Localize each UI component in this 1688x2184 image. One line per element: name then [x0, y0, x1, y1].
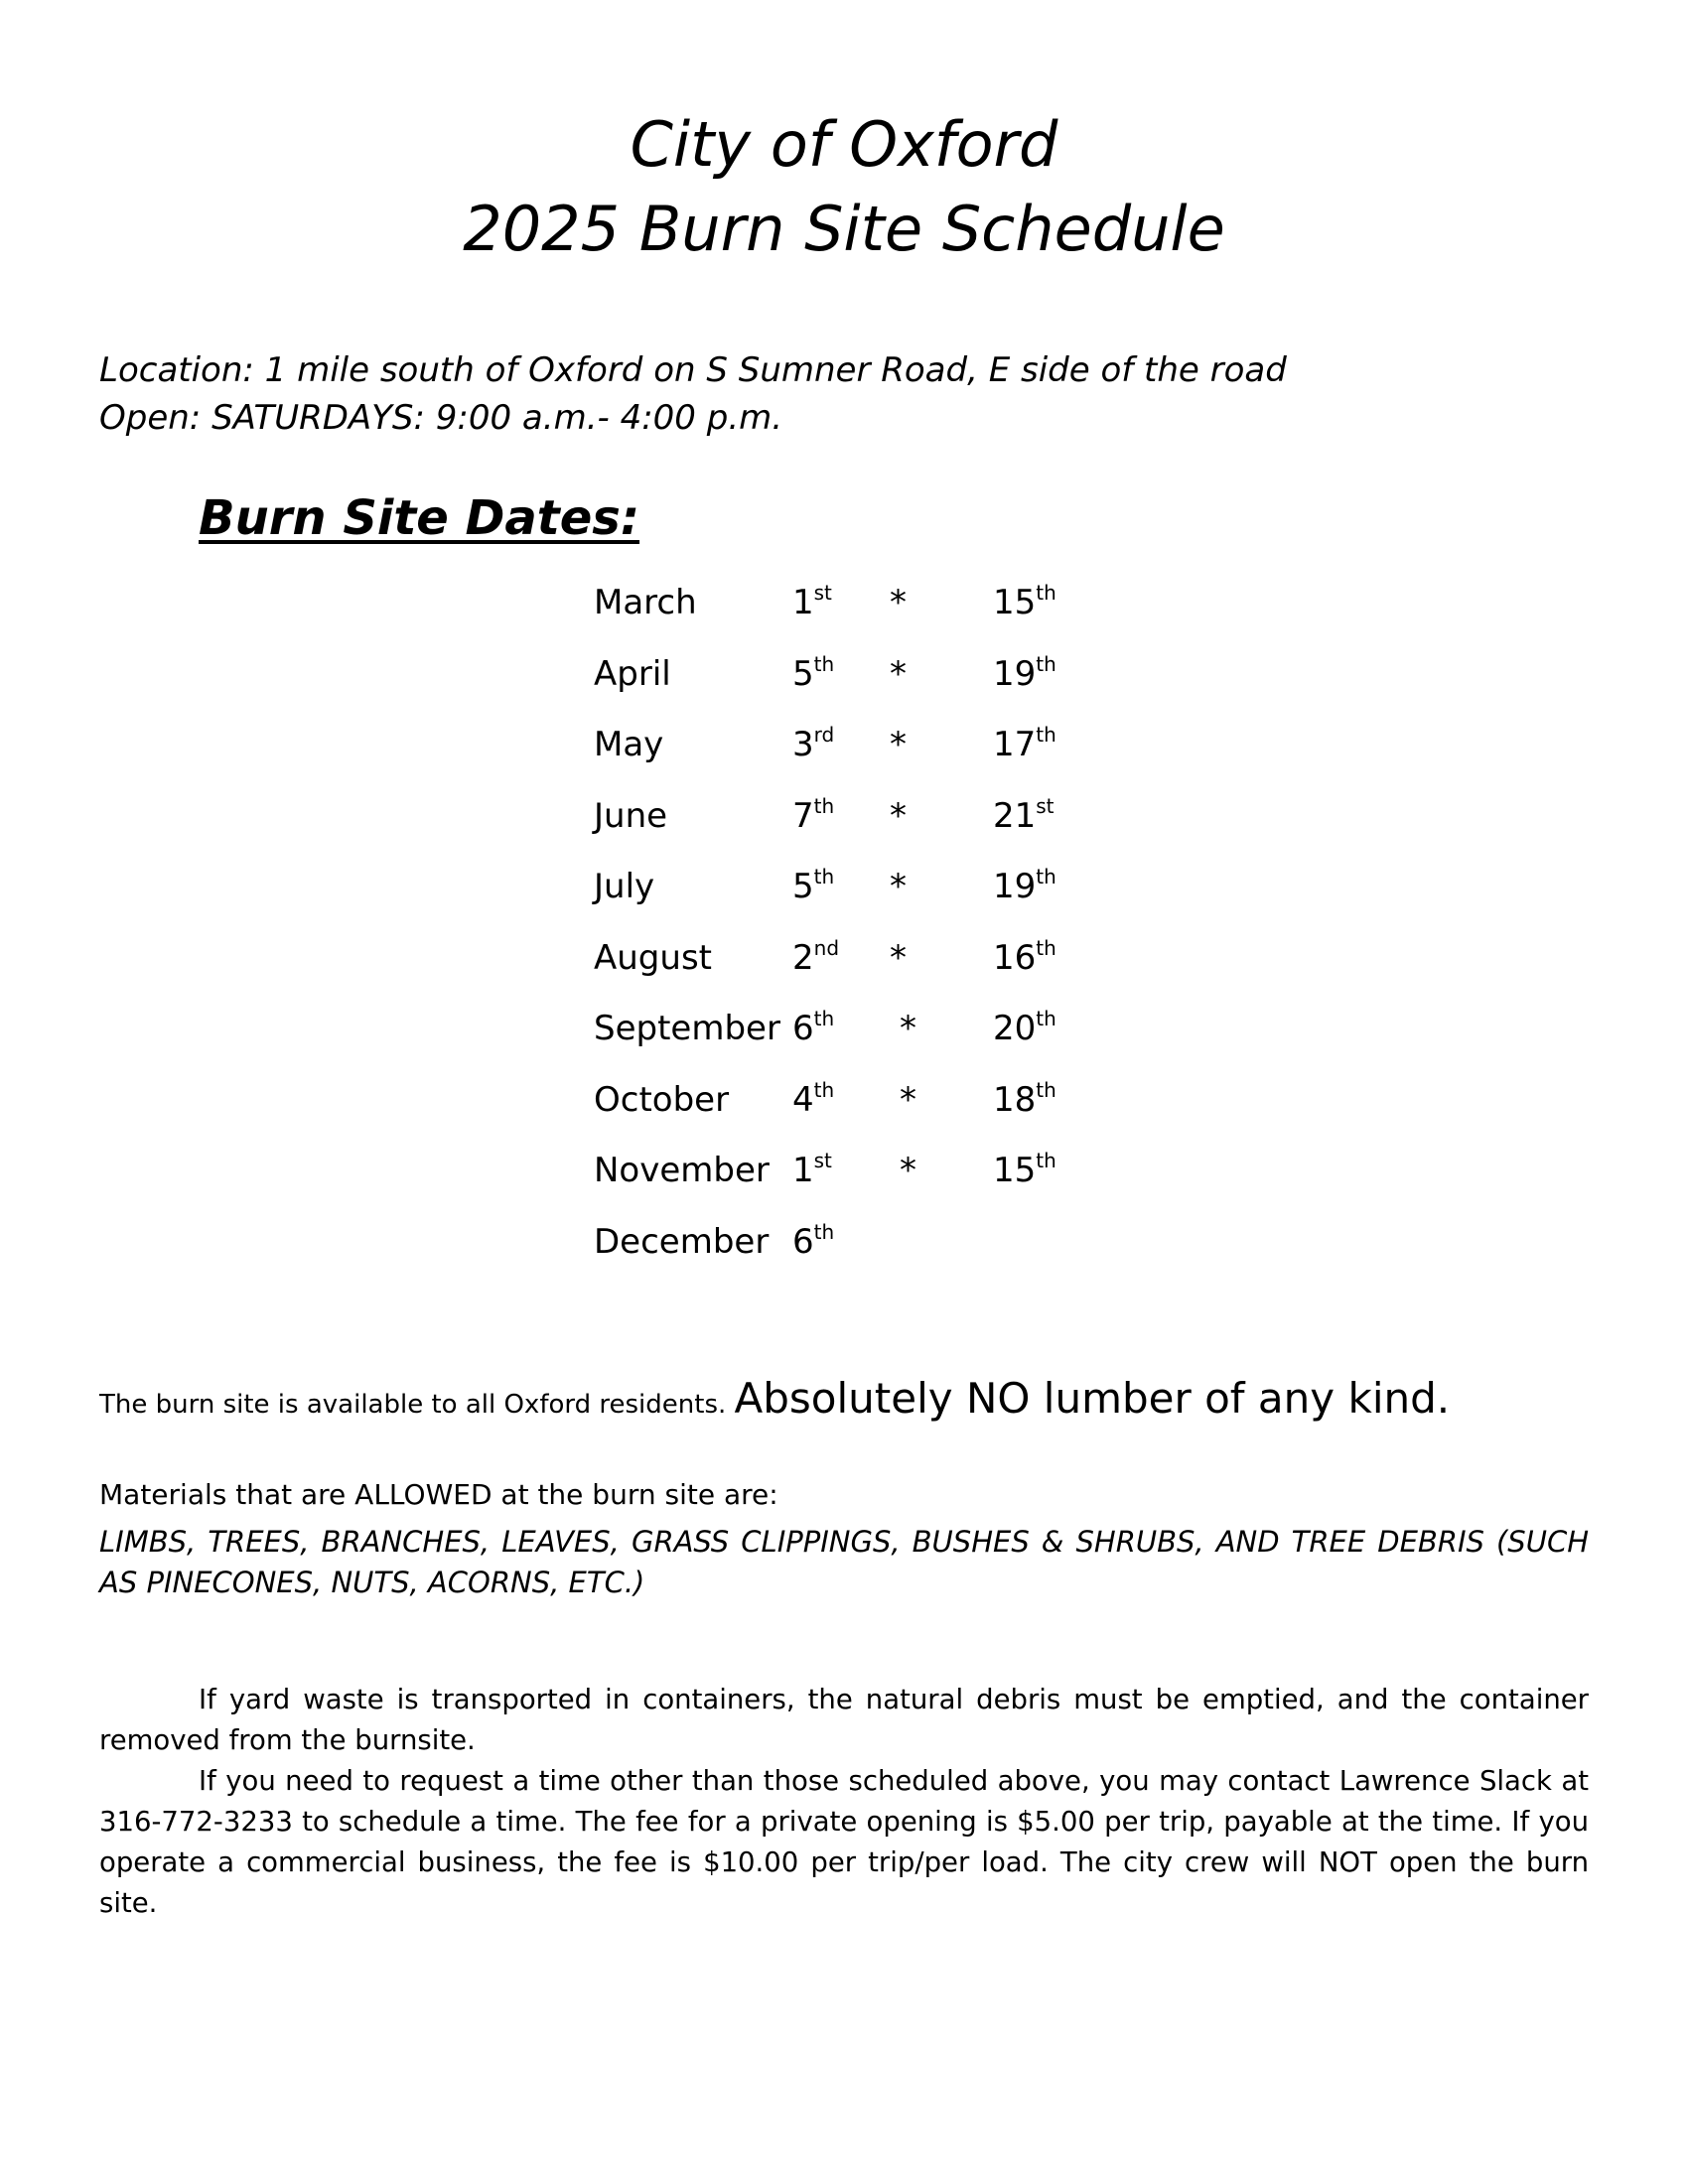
- allowed-heading: Materials that are ALLOWED at the burn site are:: [99, 1478, 778, 1511]
- second-date: 16th: [993, 935, 1056, 978]
- first-date: 5th: [792, 651, 835, 694]
- separator-asterisk: *: [890, 867, 907, 906]
- first-date: 7th: [792, 793, 835, 836]
- private-opening-paragraph: If you need to request a time other than those scheduled above, you may contact Lawrence Slack at 316-772-3233 to schedule a time. The fee for a private opening is $5.00 per trip, payable at the time. If you operate a commercial business, the fee is $10.00 per trip/per load. The city crew will NOT open the burn site.: [99, 1765, 1589, 1919]
- first-date: 4th: [792, 1077, 835, 1120]
- hours-line: Open: SATURDAYS: 9:00 a.m.- 4:00 p.m.: [99, 398, 783, 438]
- second-date: 15th: [993, 581, 1056, 622]
- first-date: 1st: [792, 581, 832, 622]
- second-date: 20th: [993, 1007, 1056, 1048]
- container-rule-paragraph: If yard waste is transported in containers, the natural debris must be emptied, and the container removed from the burnsite.: [99, 1684, 1589, 1756]
- month-label: April: [594, 653, 671, 694]
- page-subtitle: 2025 Burn Site Schedule: [463, 193, 1225, 265]
- month-label: August: [594, 937, 712, 978]
- month-label: March: [594, 583, 697, 622]
- separator-asterisk: *: [900, 1009, 916, 1048]
- first-date: 5th: [792, 865, 835, 906]
- month-label: June: [594, 795, 668, 836]
- first-date: 1st: [792, 1149, 832, 1190]
- month-label: May: [594, 725, 664, 764]
- month-label: November: [594, 1151, 770, 1190]
- second-date: 18th: [993, 1077, 1056, 1120]
- month-label: October: [594, 1079, 730, 1120]
- second-date: 21st: [993, 793, 1055, 836]
- month-label: July: [594, 867, 655, 906]
- allowed-materials-list: LIMBS, TREES, BRANCHES, LEAVES, GRASS CLIPPINGS, BUSHES & SHRUBS, AND TREE DEBRIS (SUCH AS PINECONES, NUTS, ACORNS, ETC.): [99, 1525, 1589, 1599]
- second-date: 17th: [993, 723, 1056, 764]
- separator-asterisk: *: [900, 1151, 916, 1190]
- separator-asterisk: *: [890, 795, 907, 836]
- first-date: 2nd: [792, 935, 840, 978]
- separator-asterisk: *: [890, 653, 907, 694]
- separator-asterisk: *: [890, 937, 907, 978]
- page-title: City of Oxford: [630, 108, 1058, 181]
- dates-heading: Burn Site Dates:: [199, 490, 640, 546]
- second-date: 19th: [993, 865, 1056, 906]
- second-date: 15th: [993, 1149, 1056, 1190]
- month-label: December: [594, 1221, 770, 1262]
- first-date: 3rd: [792, 723, 835, 764]
- availability-text: The burn site is available to all Oxford residents.: [99, 1390, 727, 1420]
- month-label: September: [594, 1009, 780, 1048]
- separator-asterisk: *: [890, 725, 907, 764]
- availability-note: [99, 1374, 1451, 1423]
- separator-asterisk: *: [890, 583, 907, 622]
- location-line: Location: 1 mile south of Oxford on S Sumner Road, E side of the road: [99, 350, 1287, 390]
- second-date: 19th: [993, 651, 1056, 694]
- first-date: 6th: [792, 1219, 835, 1262]
- first-date: 6th: [792, 1007, 835, 1048]
- separator-asterisk: *: [900, 1079, 916, 1120]
- no-lumber-warning: Absolutely NO lumber of any kind.: [734, 1374, 1451, 1423]
